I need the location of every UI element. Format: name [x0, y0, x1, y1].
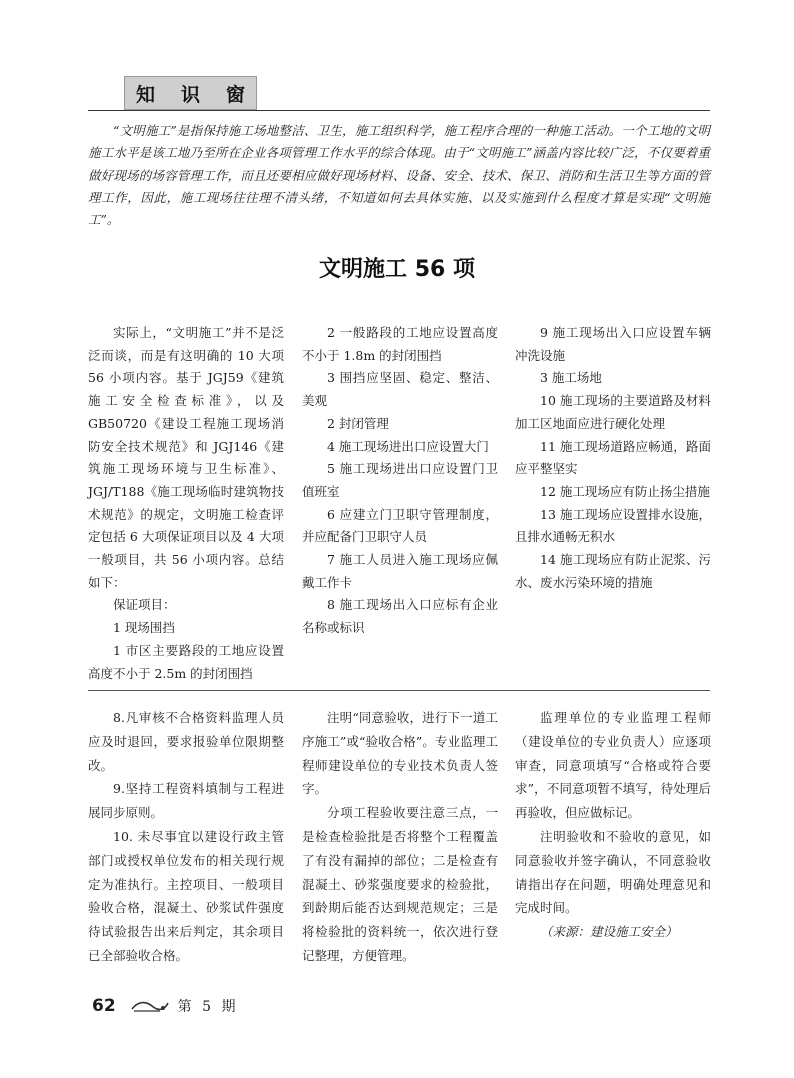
lower-column-2 [302, 706, 498, 968]
article-paragraph: 3 施工场地 [540, 370, 602, 386]
article-column-3 [515, 322, 711, 594]
lower-column-1 [88, 706, 284, 968]
article-paragraph: 10 施工现场的主要道路及材料加工区地面应进行硬化处理 [515, 393, 711, 431]
article-paragraph: 保证项目： [113, 597, 176, 613]
lower-paragraph: 监理单位的专业监理工程师（建设单位的专业负责人）应逐项审查，同意项填写“合格或符合要求”，不同意项暂不填写，待处理后再验收，但应做标记。 [515, 710, 711, 821]
article-paragraph: 2 一般路段的工地应设置高度不小于 1.8m 的封闭围挡 [302, 325, 498, 363]
article-paragraph: 12 施工现场应有防止扬尘措施 [540, 483, 710, 499]
article-paragraph: 6 应建立门卫职守管理制度，并应配备门卫职守人员 [302, 506, 498, 545]
article-column-1 [88, 322, 284, 685]
lower-column-3 [515, 706, 711, 944]
article-title: 文明施工 56 项 [319, 257, 475, 282]
lower-paragraph: 8.凡审核不合格资料监理人员应及时退回，要求报验单位限期整改。 [88, 710, 284, 773]
article-paragraph: 11 施工现场道路应畅通，路面应平整坚实 [515, 438, 711, 477]
lower-paragraph: 10. 未尽事宜以建设行政主管部门或授权单位发布的相关现行规定为准执行。主控项目、一般项目验收合格，混凝土、砂浆试件强度待试验报告出来后判定，其余项目已全部验收合格。 [88, 828, 284, 963]
section-label-box [124, 76, 271, 110]
article-paragraph: 3 围挡应坚固、稳定、整洁、美观 [302, 370, 498, 409]
article-paragraph: 1 现场围挡 [113, 620, 175, 636]
article-paragraph: 14 施工现场应有防止泥浆、污水、废水污染环境的措施 [515, 552, 711, 590]
issue-number: 第 5 期 [177, 999, 239, 1015]
magazine-logo-icon [130, 999, 170, 1013]
article-column-2 [302, 322, 498, 640]
lower-paragraph: 注明验收和不验收的意见，如同意验收并签字确认，不同意验收请指出存在问题，明确处理意见和完成时间。 [515, 828, 711, 916]
lower-paragraph: 分项工程验收要注意三点，一是检查检验批是否将整个工程覆盖了有没有漏掉的部位；二是检查有混凝土、砂浆强度要求的检验批，到龄期后能否达到规范规定；三是将检验批的资料统一，依次进行登记整理，方便管理。 [302, 805, 498, 963]
article-paragraph: 13 施工现场应设置排水设施，且排水通畅无积水 [515, 506, 711, 545]
lower-paragraph: 9.坚持工程资料填制与工程进展同步原则。 [88, 781, 284, 821]
section-divider [88, 690, 710, 691]
article-paragraph: 8 施工现场出入口应标有企业名称或标识 [302, 597, 498, 636]
header-rule [88, 110, 710, 111]
lower-paragraph: 注明“同意验收，进行下一道工序施工”或“验收合格”。专业监理工程师建设单位的专业技术负责人签字。 [302, 710, 498, 797]
page-footer [92, 996, 238, 1016]
section-label: 知识窗 [135, 83, 271, 106]
article-paragraph: 4 施工现场进出口应设置大门 [327, 438, 489, 454]
source-note: （来源：建设施工安全） [540, 924, 678, 940]
page-number: 62 [92, 996, 116, 1016]
article-paragraph: 1 市区主要路段的工地应设置高度不小于 2.5m 的封闭围挡 [88, 642, 284, 681]
article-paragraph: 实际上，“文明施工”并不是泛泛而谈，而是有这明确的 10 大项 56 小项内容。基于 JGJ59《建筑施工安全检查标准》，以及 GB50720《建设工程施工现场消防安全技术规范》和 JGJ146《建筑施工现场环境与卫生标准》、JGJ/T188《施工现场临时建筑物技术规范》的规定，文明施工检查评定包括 6 大项保证项目以及 4 大项一般项目，共 56 小项内容。总结如下： [88, 325, 284, 590]
article-paragraph: 7 施工人员进入施工现场应佩戴工作卡 [302, 552, 498, 590]
intro-paragraph: “文明施工”是指保持施工场地整洁、卫生，施工组织科学，施工程序合理的一种施工活动。一个工地的文明施工水平是该工地乃至所在企业各项管理工作水平的综合体现。由于“文明施工”涵盖内容比较广泛，不仅要着重做好现场的场容管理工作，而且还要相应做好现场材料、设备、安全、技术、保卫、消防和生活卫生等方面的管理工作，因此，施工现场往往理不清头绪，不知道如何去具体实施、以及实施到什么程度才算是实现“文明施工”。 [88, 123, 710, 228]
article-paragraph: 9 施工现场出入口应设置车辆冲洗设施 [515, 325, 711, 363]
article-paragraph: 2 封闭管理 [327, 415, 389, 431]
article-paragraph: 5 施工现场进出口应设置门卫值班室 [302, 461, 498, 499]
